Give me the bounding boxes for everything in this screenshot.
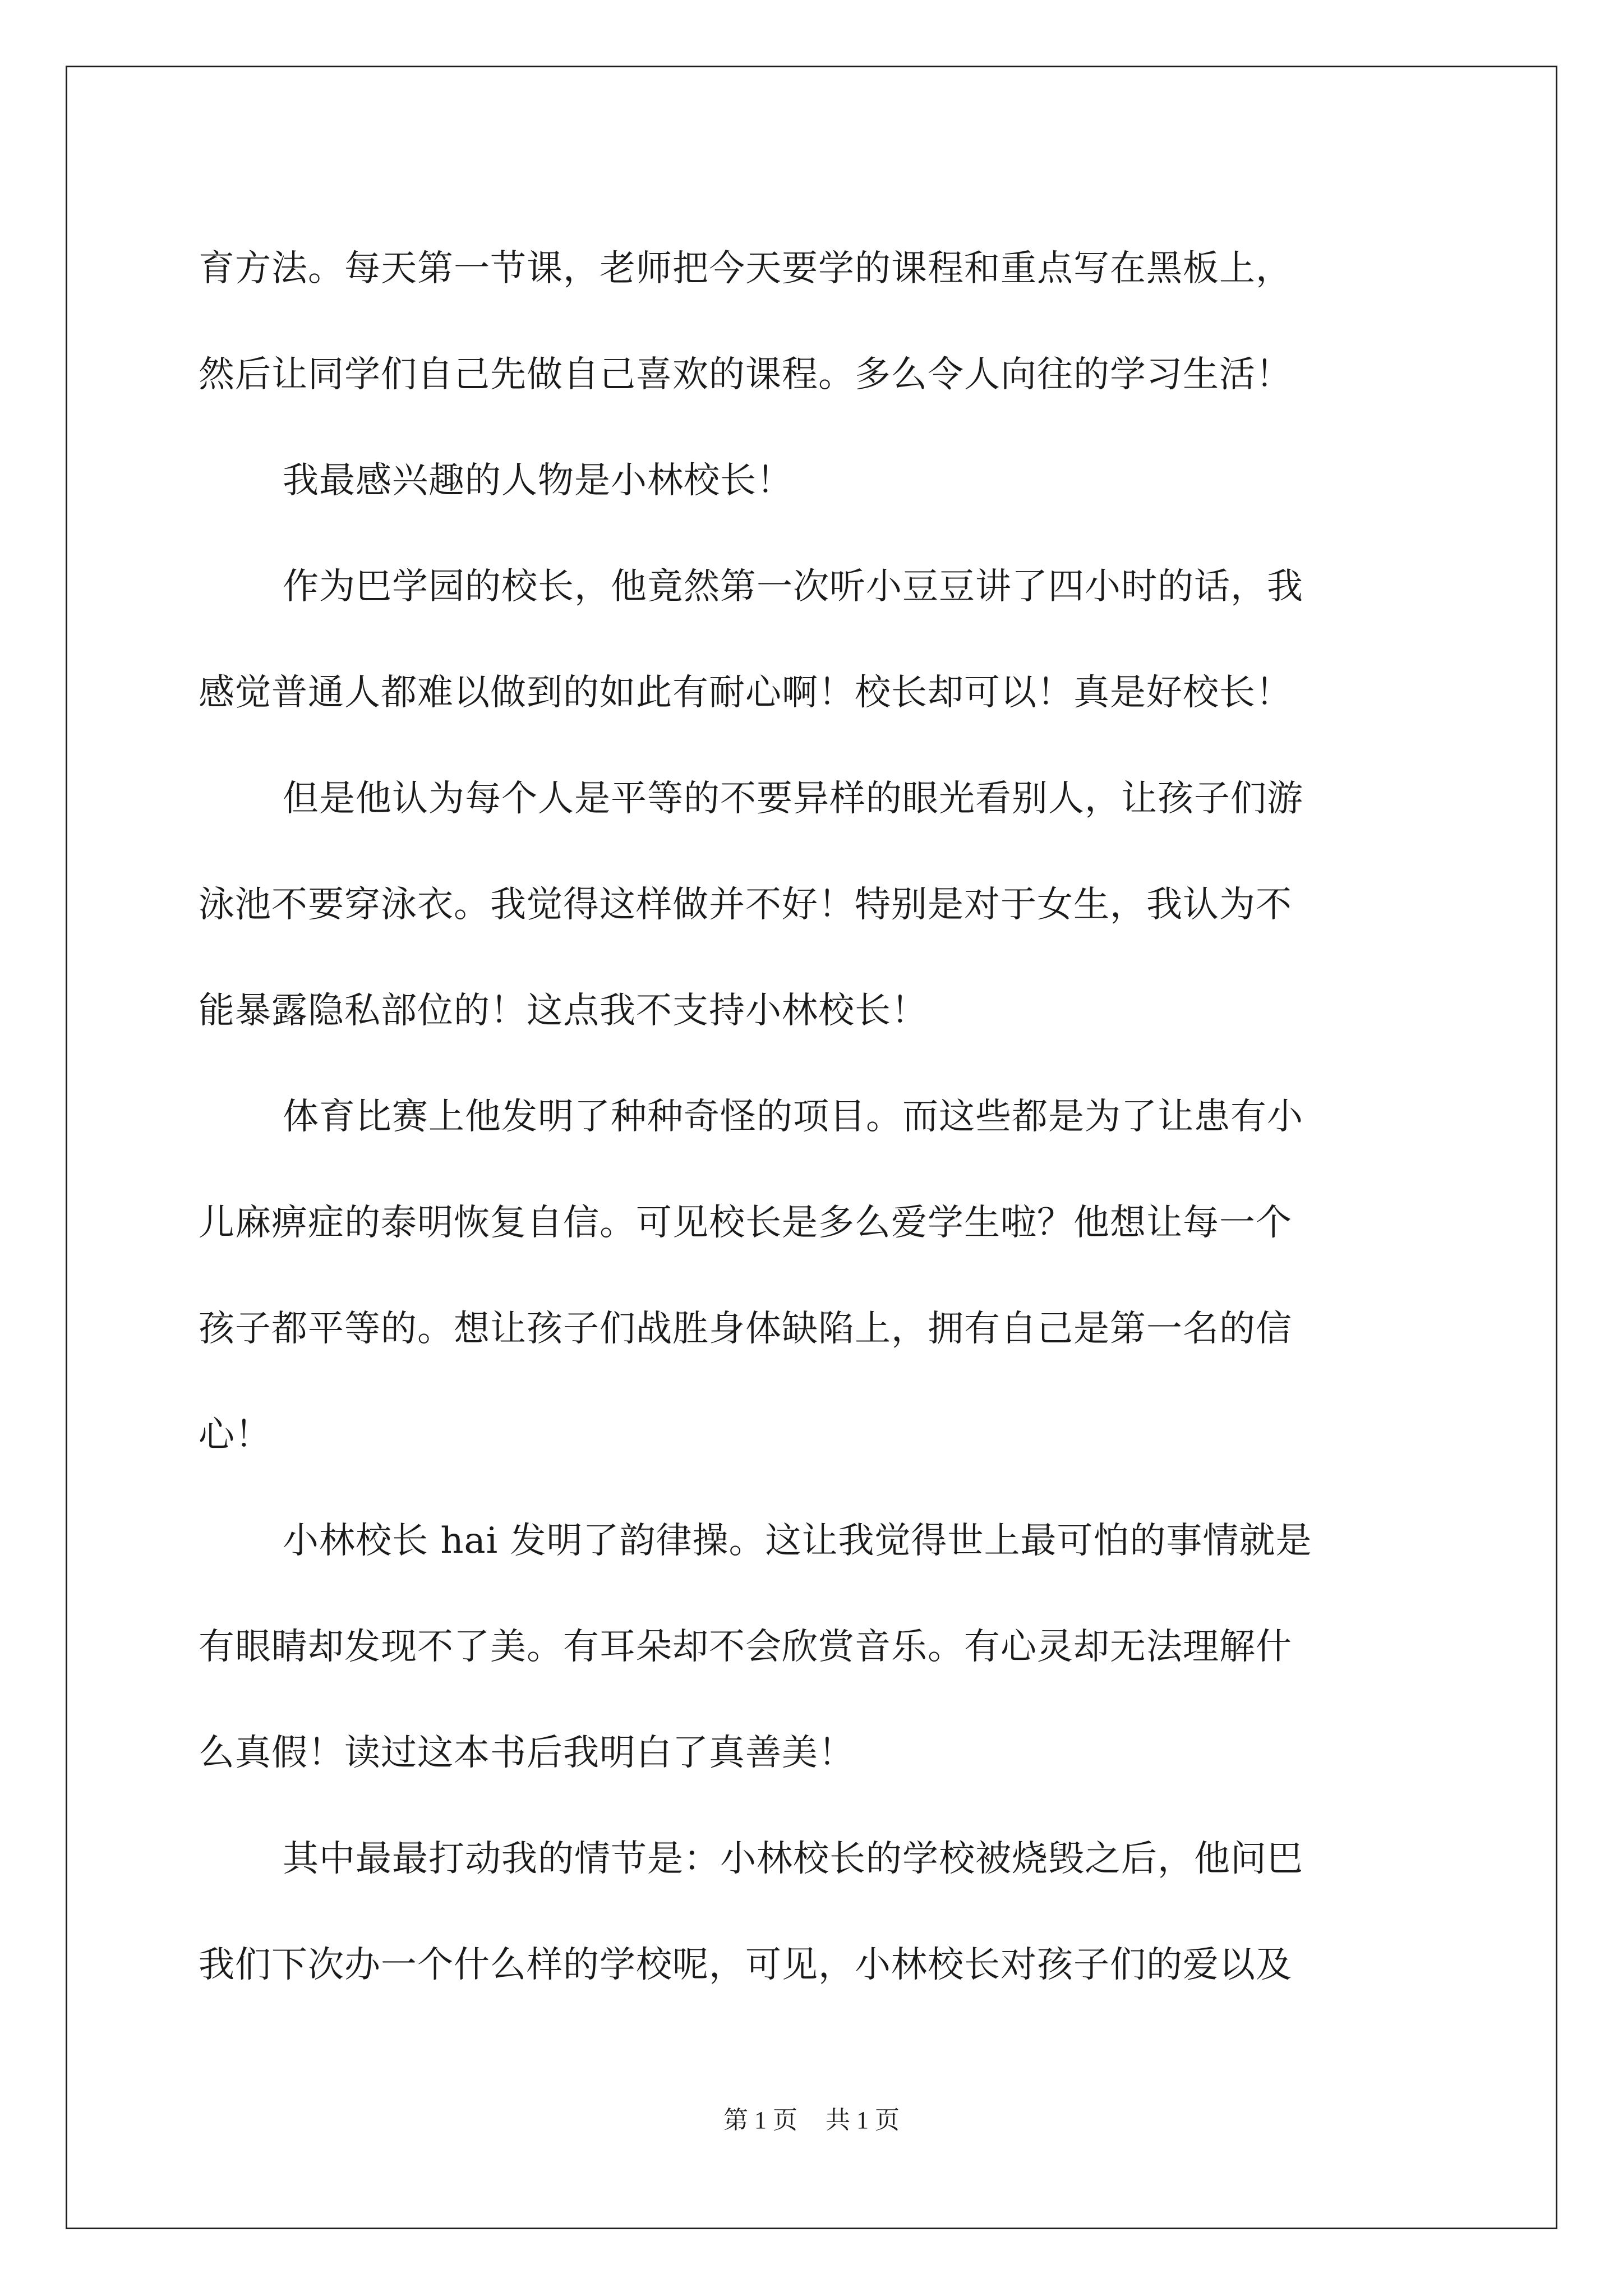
text-line: 有眼睛却发现不了美。有耳朵却不会欣赏音乐。有心灵却无法理解什 xyxy=(199,1626,1292,1668)
text-line: 能暴露隐私部位的！这点我不支持小林校长！ xyxy=(199,990,928,1032)
text-line: 小林校长 hai 发明了韵律操。这让我觉得世上最可怕的事情就是 xyxy=(283,1520,1312,1562)
document-body xyxy=(199,216,1430,2018)
text-line: 么真假！读过这本书后我明白了真善美！ xyxy=(199,1732,855,1774)
text-line: 我们下次办一个什么样的学校呢，可见，小林校长对孩子们的爱以及 xyxy=(199,1944,1292,1986)
text-line: 其中最最打动我的情节是：小林校长的学校被烧毁之后，他问巴 xyxy=(283,1838,1303,1880)
text-line: 感觉普通人都难以做到的如此有耐心啊！校长却可以！真是好校长！ xyxy=(199,672,1292,714)
text-line: 儿麻痹症的泰明恢复自信。可见校长是多么爱学生啦？他想让每一个 xyxy=(199,1202,1292,1244)
page-footer xyxy=(0,2100,1623,2136)
text-line: 然后让同学们自己先做自己喜欢的课程。多么令人向往的学习生活！ xyxy=(199,354,1292,395)
text-line: 但是他认为每个人是平等的不要异样的眼光看别人，让孩子们游 xyxy=(283,778,1303,820)
text-line: 我最感兴趣的人物是小林校长！ xyxy=(283,460,793,501)
text-line: 孩子都平等的。想让孩子们战胜身体缺陷上，拥有自己是第一名的信 xyxy=(199,1308,1292,1350)
text-line: 体育比赛上他发明了种种奇怪的项目。而这些都是为了让患有小 xyxy=(283,1096,1303,1138)
text-line: 作为巴学园的校长，他竟然第一次听小豆豆讲了四小时的话，我 xyxy=(283,566,1303,608)
text-line: 育方法。每天第一节课，老师把今天要学的课程和重点写在黑板上， xyxy=(199,248,1292,289)
text-line: 心！ xyxy=(199,1414,271,1456)
page-number: 第 1 页 xyxy=(723,2106,797,2134)
text-line: 泳池不要穿泳衣。我觉得这样做并不好！特别是对于女生，我认为不 xyxy=(199,884,1292,926)
page-total: 共 1 页 xyxy=(826,2106,900,2134)
